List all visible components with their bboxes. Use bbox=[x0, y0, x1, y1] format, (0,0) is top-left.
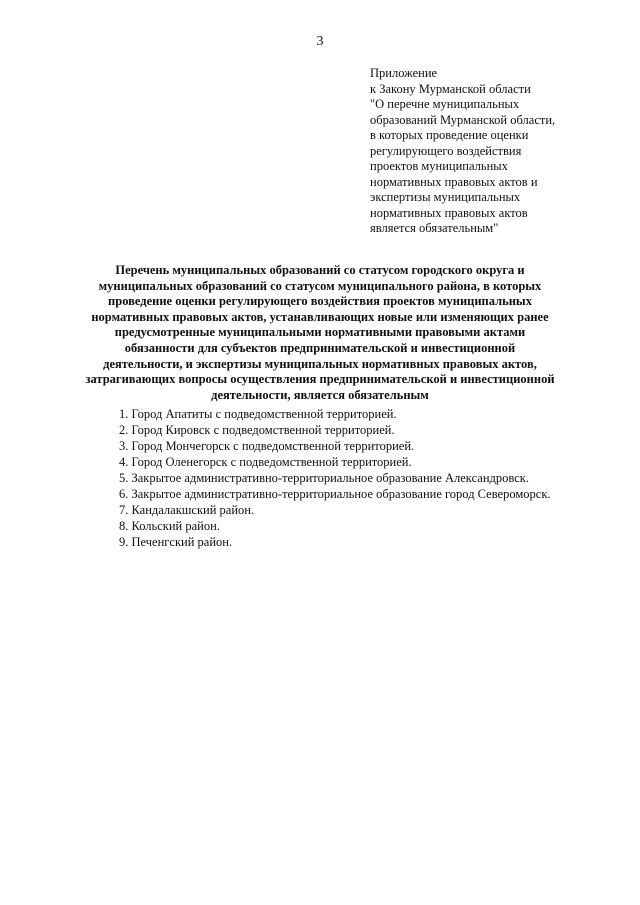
list-item: 5. Закрытое административно-территориальное образование Александровск. bbox=[119, 471, 529, 485]
appendix-line: экспертизы муниципальных bbox=[370, 190, 521, 204]
appendix-line: нормативных правовых актов и bbox=[370, 174, 538, 189]
title-line: деятельности, и экспертизы муниципальных нормативных правовых актов, bbox=[103, 356, 537, 371]
appendix-line: Приложение bbox=[370, 66, 438, 80]
appendix-line: регулирующего воздействия bbox=[370, 143, 522, 158]
list-item: 2. Город Кировск с подведомственной территорией. bbox=[119, 423, 395, 437]
title-line: нормативных правовых актов, устанавливающих новые или изменяющих ранее bbox=[91, 309, 549, 324]
list-item: 9. Печенгский район. bbox=[119, 535, 233, 549]
title-line: муниципальных образований со статусом муниципального района, в которых bbox=[98, 278, 542, 293]
title-line: проведение оценки регулирующего воздействия проектов муниципальных bbox=[108, 294, 532, 309]
title-line: предусмотренные муниципальными нормативными правовыми актами bbox=[114, 325, 526, 340]
title-line: Перечень муниципальных образований со статусом городского округа и bbox=[115, 263, 525, 277]
document-title bbox=[70, 263, 570, 403]
list-item: 1. Город Апатиты с подведомственной территорией. bbox=[119, 407, 397, 421]
appendix-line: в которых проведение оценки bbox=[370, 128, 529, 142]
title-line: затрагивающих вопросы осуществления предпринимательской и инвестиционной bbox=[85, 372, 555, 387]
list-item: 4. Город Оленегорск с подведомственной территорией. bbox=[119, 455, 412, 469]
list-item: 6. Закрытое административно-территориальное образование город Североморск. bbox=[119, 487, 551, 501]
appendix-line: нормативных правовых актов bbox=[370, 205, 528, 220]
title-line: деятельности, является обязательным bbox=[211, 387, 429, 402]
list-item: 3. Город Мончегорск с подведомственной территорией. bbox=[119, 439, 415, 453]
appendix-line: проектов муниципальных bbox=[370, 159, 508, 173]
page-number: 3 bbox=[316, 34, 324, 49]
title-line: обязанности для субъектов предпринимательской и инвестиционной bbox=[124, 340, 516, 355]
list-item: 8. Кольский район. bbox=[119, 519, 220, 533]
appendix-line: к Закону Мурманской области bbox=[370, 81, 531, 96]
appendix-line: образований Мурманской области, bbox=[370, 112, 556, 127]
appendix-header bbox=[370, 66, 600, 237]
municipality-list bbox=[119, 406, 619, 550]
appendix-line: "О перечне муниципальных bbox=[370, 97, 520, 111]
list-item: 7. Кандалакшский район. bbox=[119, 503, 255, 517]
appendix-line: является обязательным" bbox=[370, 221, 499, 235]
